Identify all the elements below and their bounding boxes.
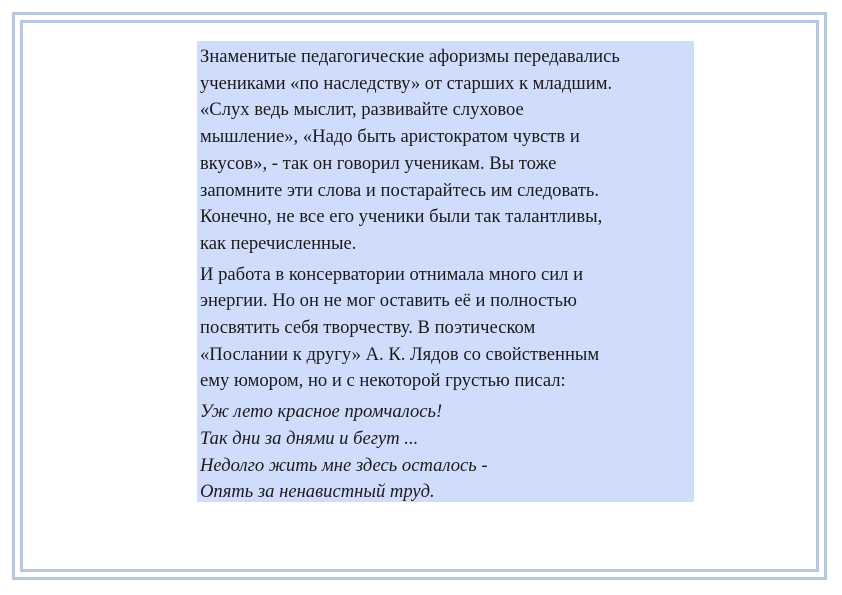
text-line: И работа в консерватории отнимала много сил и — [200, 263, 584, 285]
text-line: «Слух ведь мыслит, развивайте слуховое — [200, 99, 524, 121]
text-line: Конечно, не все его ученики были так талантливы, — [200, 206, 603, 228]
text-line: посвятить себя творчеству. В поэтическом — [200, 317, 536, 339]
paragraph-conservatory — [200, 262, 691, 396]
text-line: вкусов», - так он говорил ученикам. Вы тоже — [200, 152, 557, 174]
poem-quote — [200, 399, 691, 506]
text-block — [197, 41, 694, 502]
text-line: мышление», «Надо быть аристократом чувств и — [200, 126, 580, 148]
text-line: «Послании к другу» А. К. Лядов со свойственным — [200, 343, 600, 365]
paragraph-aphorisms — [200, 44, 691, 258]
poem-line: Недолго жить мне здесь осталось - — [200, 454, 488, 476]
text-line: как перечисленные. — [200, 232, 357, 254]
text-line: Знаменитые педагогические афоризмы передавались — [200, 46, 620, 67]
text-line: запомните эти слова и постарайтесь им следовать. — [200, 179, 600, 201]
text-line: ему юмором, но и с некоторой грустью писал: — [200, 370, 566, 392]
poem-line: Так дни за днями и бегут ... — [200, 427, 419, 449]
text-line: учениками «по наследству» от старших к младшим. — [200, 72, 613, 94]
text-line: энергии. Но он не мог оставить её и полностью — [200, 290, 577, 312]
poem-line: Уж лето красное промчалось! — [200, 401, 443, 423]
poem-line: Опять за ненавистный труд. — [200, 481, 435, 503]
